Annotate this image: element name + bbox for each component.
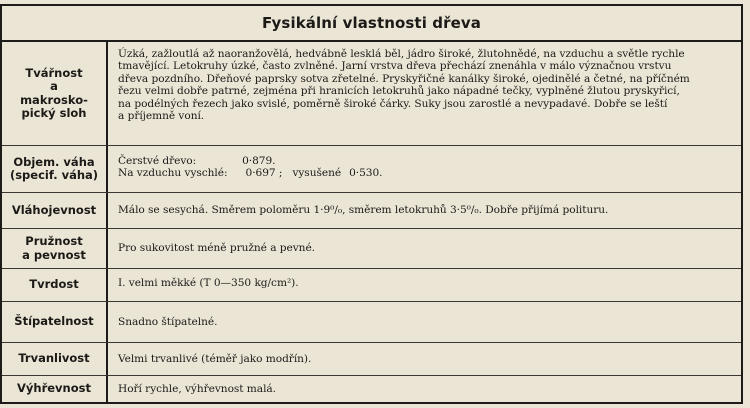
row-value-appearance [118, 48, 734, 122]
table-row-durability [2, 343, 741, 376]
table-title-bar [2, 6, 741, 42]
row-value-durability [118, 353, 734, 365]
density-fresh-line [118, 155, 734, 167]
hardness-text: I. velmi měkké (T 0—350 kg/cm²). [118, 277, 299, 289]
row-label-appearance: Tvářnost a makrosko- pický sloh [20, 65, 88, 120]
table-row-elasticity [2, 229, 741, 269]
appearance-line-4: řezu velmi dobře patrné, zejména při hranicích letokruhů jako nápadné tečky, vyplněné žlutou pryskyřicí, [118, 85, 680, 98]
appearance-line-3: dřeva pozdního. Dřeňové paprsky sotva zřetelné. Pryskyřičné kanálky široké, ojedinělé a četné, na příčném [118, 72, 690, 85]
table-row-appearance [2, 42, 741, 146]
elasticity-text: Pro sukovitost méně pružné a pevné. [118, 242, 315, 254]
appearance-line-6: a příjemně voní. [118, 110, 205, 123]
appearance-line-1: Úzká, zažloutlá až naoranžovělá, hedvábně lesklá běl, jádro široké, žlutohnědé, na vzduchu a světle rychle [118, 48, 685, 60]
row-label-durability: Trvanlivost [18, 351, 90, 366]
properties-table [0, 4, 743, 404]
moisture-text: Málo se sesychá. Směrem poloměru 1·9⁰/₀, směrem letokruhů 3·5⁰/₀. Dobře přijímá polituru. [118, 204, 609, 216]
row-label-splitability: Štípatelnost [14, 314, 94, 329]
row-value-elasticity [118, 242, 734, 254]
table-row-moisture [2, 193, 741, 229]
row-value-moisture [118, 204, 734, 216]
density-air-value: 0·697 ; [245, 167, 283, 180]
table-title: Fysikální vlastnosti dřeva [262, 14, 481, 32]
row-value-heating-value [118, 383, 734, 395]
density-fresh-value: 0·879. [242, 155, 276, 167]
row-value-hardness [118, 277, 734, 289]
density-fresh-label: Čerstvé dřevo: [118, 155, 197, 167]
heating-value-text: Hoří rychle, výhřevnost malá. [118, 383, 276, 395]
table-row-splitability [2, 302, 741, 343]
row-label-density: Objem. váha (specif. váha) [9, 154, 99, 182]
table-row-heating-value [2, 376, 741, 402]
density-dried-label: vysušené [292, 167, 342, 180]
appearance-line-5: na podélných řezech jako svislé, poměrně široké čárky. Suky jsou zarostlé a nevypadavé. Dobře se leští [118, 97, 668, 110]
durability-text: Velmi trvanlivé (téměř jako modřín). [118, 353, 312, 365]
splitability-text: Snadno štípatelné. [118, 316, 218, 328]
table-row-hardness [2, 269, 741, 302]
row-label-heating-value: Výhřevnost [17, 381, 91, 396]
table-row-density [2, 146, 741, 193]
density-air-line [118, 167, 734, 179]
appearance-line-2: tmavějící. Letokruhy úzké, často zvlněné. Jarní vrstva dřeva přechází znenáhla v málo význačnou vrstvu [118, 60, 672, 73]
row-value-density [118, 155, 734, 180]
row-label-elasticity: Pružnost a pevnost [22, 234, 86, 262]
row-label-hardness: Tvrdost [29, 277, 79, 292]
density-dried-value: 0·530. [349, 167, 383, 180]
density-air-label: Na vzduchu vyschlé: [118, 167, 228, 180]
row-label-moisture: Vláhojevnost [11, 202, 97, 217]
row-value-splitability [118, 316, 734, 328]
